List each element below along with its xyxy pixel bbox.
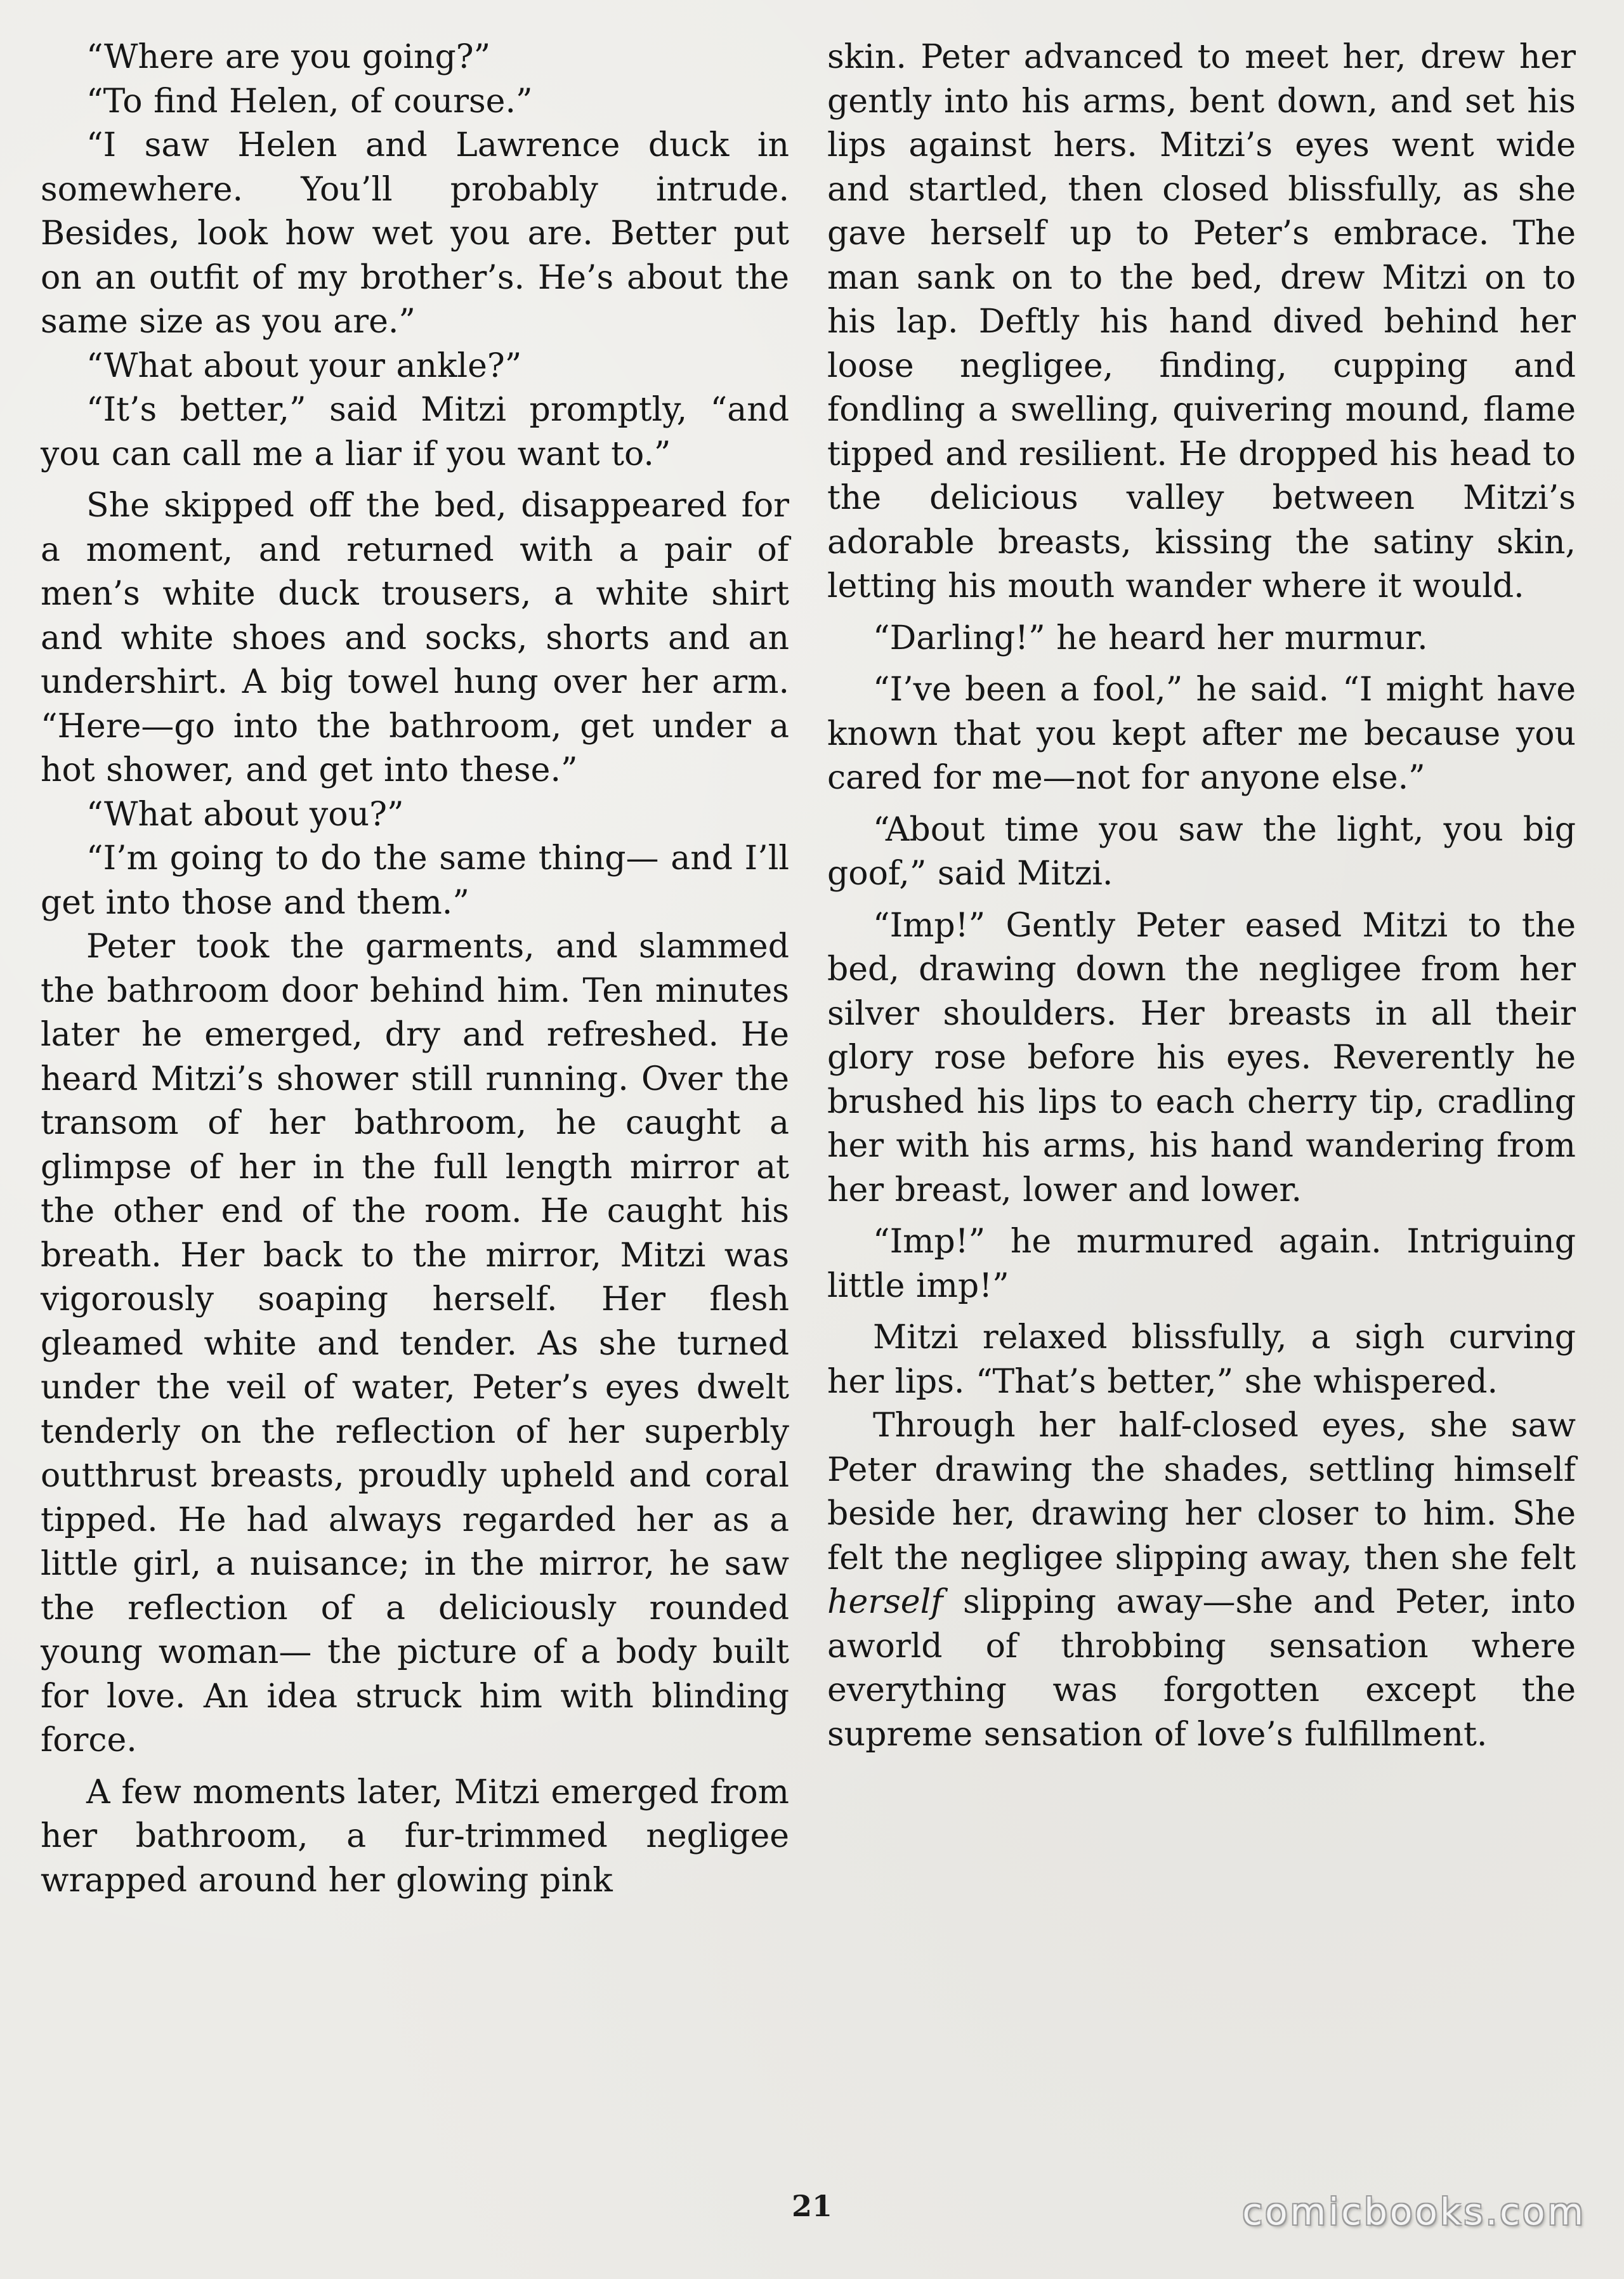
paragraph: “I’ve been a fool,” he said. “I might have known that you kept after me because you cared for me—not for anyone else.” bbox=[827, 671, 1576, 797]
paragraph bbox=[827, 1404, 1576, 1757]
paragraph: “What about your ankle?” bbox=[86, 346, 522, 385]
paragraph: A few moments later, Mitzi emerged from her bathroom, a fur-trimmed negligee wrapped around her glowing pink bbox=[41, 1773, 789, 1900]
paragraph: Peter took the garments, and slammed the bathroom door behind him. Ten minutes later he emerged, dry and refreshed. He heard Mitzi’s shower still running. Over the transom of her bathroom, he caught a glimpse of her in the full length mirror at the other end of the room. He caught his breath. Her back to the mirror, Mitzi was vigorously soaping herself. Her flesh gleamed white and tender. As she turned under the veil of water, Peter’s eyes dwelt tenderly on the reflection of her superbly outthrust breasts, proudly upheld and coral tipped. He had always regarded her as a little girl, a nuisance; in the mirror, he saw the reflection of a deliciously rounded young woman— the picture of a body built for love. An idea struck him with blinding force. bbox=[41, 928, 789, 1759]
paragraph: “I saw Helen and Lawrence duck in somewhere. You’ll probably intrude. Besides, look how wet you are. Better put on an outfit of my brother’s. He’s about the same size as you are.” bbox=[41, 126, 789, 341]
paragraph-continued: skin. Peter advanced to meet her, drew her gently into his arms, bent down, and set his lips against hers. Mitzi’s eyes went wide and startled, then closed blissfully, as she gave herself up to Peter’s embrace. The man sank on to the bed, drew Mitzi on to his lap. Deftly his hand dived behind her loose negligee, finding, cupping and fondling a swelling, quivering mound, flame tipped and resilient. He dropped his head to the delicious valley between Mitzi’s adorable breasts, kissing the satiny skin, letting his mouth wander where it would. bbox=[827, 38, 1576, 605]
paragraph: Mitzi relaxed blissfully, a sigh curving her lips. “That’s better,” she whispered. bbox=[827, 1318, 1576, 1401]
paragraph: “It’s better,” said Mitzi promptly, “and you can call me a liar if you want to.” bbox=[41, 391, 789, 473]
paragraph: “Darling!” he heard her murmur. bbox=[873, 619, 1428, 657]
paragraph: She skipped off the bed, disappeared for a moment, and returned with a pair of men’s white duck trousers, a white shirt and white shoes and socks, shorts and an undershirt. A big towel hung over her arm. “Here—go into the bathroom, get under a hot shower, and get into these.” bbox=[41, 487, 789, 789]
paragraph: “Where are you going?” bbox=[86, 38, 491, 76]
paragraph: “Imp!” Gently Peter eased Mitzi to the bed, drawing down the negligee from her silver shoulders. Her breasts in all their glory rose before his eyes. Reverently he brushed his lips to each cherry tip, cradling her with his arms, his hand wandering from her breast, lower and lower. bbox=[827, 906, 1576, 1209]
right-text-column bbox=[827, 36, 1576, 1757]
text-run: Through her half-closed eyes, she saw Peter drawing the shades, settling himself beside her, drawing her closer to him. She felt the negligee slipping away, then she felt bbox=[827, 1407, 1576, 1577]
paragraph: “To find Helen, of course.” bbox=[86, 82, 533, 121]
paragraph: “I’m going to do the same thing— and I’ll get into those and them.” bbox=[41, 839, 789, 922]
text-run: slipping away—she and Peter, into aworld of throbbing sensation where everything was forgotten except the supreme sensation of love’s fulfillment. bbox=[827, 1583, 1576, 1754]
paragraph: “What about you?” bbox=[86, 795, 404, 834]
left-text-column bbox=[41, 36, 789, 1903]
paragraph: “About time you saw the light, you big goof,” said Mitzi. bbox=[827, 810, 1576, 893]
italic-word: herself bbox=[827, 1583, 943, 1621]
page-number: 21 bbox=[791, 2189, 832, 2223]
site-watermark: comicbooks.com bbox=[1242, 2190, 1586, 2233]
paragraph: “Imp!” he murmured again. Intriguing little imp!” bbox=[827, 1223, 1576, 1305]
